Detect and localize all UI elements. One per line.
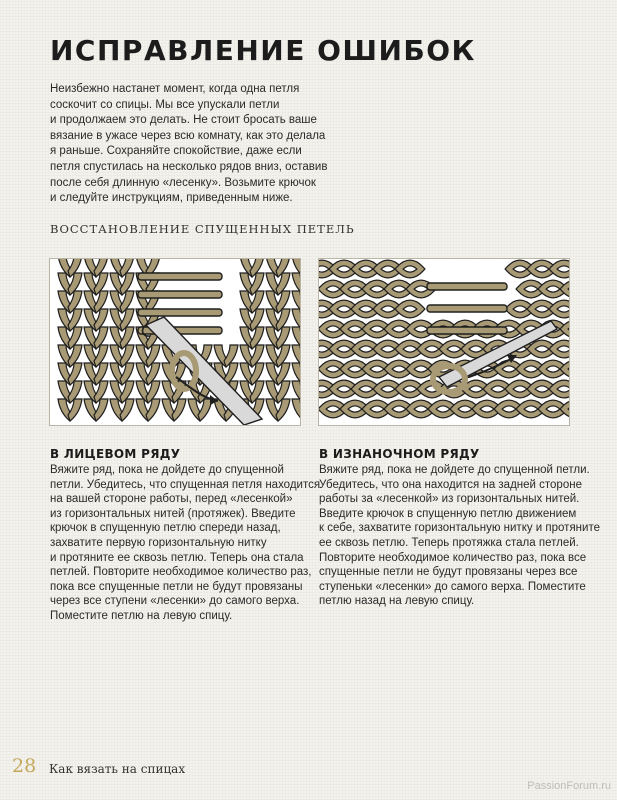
instruction-line: петли. Убедитесь, что спущенная петля находится <box>50 478 321 491</box>
page-number: 28 <box>12 755 37 777</box>
instruction-line: через все ступени «лесенки» до самого верха. <box>50 595 300 608</box>
knit-row-instructions <box>50 447 321 624</box>
instruction-line: из горизонтальных нитей (протяжек). Введите <box>50 507 296 520</box>
instruction-line: ее сквозь петлю. Теперь протяжка стала петлей. <box>319 536 579 549</box>
instruction-line: Убедитесь, что она находится на задней стороне <box>319 478 582 491</box>
instruction-line: Введите крючок в спущенную петлю движением <box>319 507 577 520</box>
intro-line: петля спустилась на несколько рядов вниз, оставив <box>50 160 328 173</box>
purl-bump <box>553 263 569 275</box>
instruction-line: крючок в спущенную петлю спереди назад, <box>50 522 281 535</box>
instruction-line: пока все спущенные петли не будут провязаны <box>50 580 303 593</box>
purl-fabric-drawing <box>319 259 569 425</box>
purl-row-heading: В ИЗНАНОЧНОМ РЯДУ <box>319 447 480 461</box>
intro-line: Неизбежно настанет момент, когда одна петля <box>50 83 300 95</box>
intro-line: и следуйте инструкциям, приведенным ниже. <box>50 192 293 205</box>
purl-bump <box>553 383 569 395</box>
purl-bump <box>553 303 569 315</box>
instruction-line: Вяжите ряд, пока не дойдете до спущенной <box>50 464 284 476</box>
knit-side-illustration <box>49 258 301 426</box>
running-title: Как вязать на спицах <box>49 762 186 776</box>
purl-row-instructions <box>319 447 600 609</box>
intro-paragraph <box>50 82 328 207</box>
intro-line: я раньше. Сохраняйте спокойствие, даже если <box>50 145 302 158</box>
knit-row-heading: В ЛИЦЕВОМ РЯДУ <box>50 447 181 461</box>
section-title: ВОССТАНОВЛЕНИЕ СПУЩЕННЫХ ПЕТЕЛЬ <box>50 222 355 236</box>
instruction-line: и протяните ее сквозь петлю. Теперь она стала <box>50 551 304 564</box>
instruction-line: работы за «лесенкой» из горизонтальных нитей. <box>319 493 580 506</box>
instruction-line: спущенные петли не будут провязаны через все <box>319 566 578 579</box>
instruction-line: Повторите необходимое количество раз, пока все <box>319 551 587 564</box>
instruction-line: петлей. Повторите необходимое количество раз, <box>50 566 312 579</box>
site-watermark: PassionForum.ru <box>527 780 611 792</box>
purl-ladder-strands <box>427 283 507 334</box>
instruction-line: на вашей стороне работы, перед «лесенкой» <box>50 493 293 506</box>
instruction-line: Поместите петлю на левую спицу. <box>50 609 233 622</box>
knit-fabric-drawing <box>50 259 300 425</box>
page-title: ИСПРАВЛЕНИЕ ОШИБОК <box>50 34 476 67</box>
intro-line: вязание в ужасе через всю комнату, как это делала <box>50 129 326 142</box>
knit-stitch <box>292 399 300 421</box>
intro-line: и продолжаем это делать. Не стоит бросать ваше <box>50 114 317 127</box>
instruction-line: петлю назад на левую спицу. <box>319 595 475 608</box>
intro-line: соскочит со спицы. Мы все упускали петли <box>50 98 280 111</box>
instruction-line: ступеньки «лесенки» до самого верха. Поместите <box>319 580 586 593</box>
instruction-line: захватите первую горизонтальную нитку <box>50 536 267 549</box>
purl-side-illustration <box>318 258 570 426</box>
instruction-line: к себе, захватите горизонтальную нитку и протяните <box>319 522 600 535</box>
purl-bump <box>553 343 569 355</box>
intro-line: после себя длинную «лесенку». Возьмите крючок <box>50 176 316 189</box>
instruction-line: Вяжите ряд, пока не дойдете до спущенной петли. <box>319 464 590 476</box>
